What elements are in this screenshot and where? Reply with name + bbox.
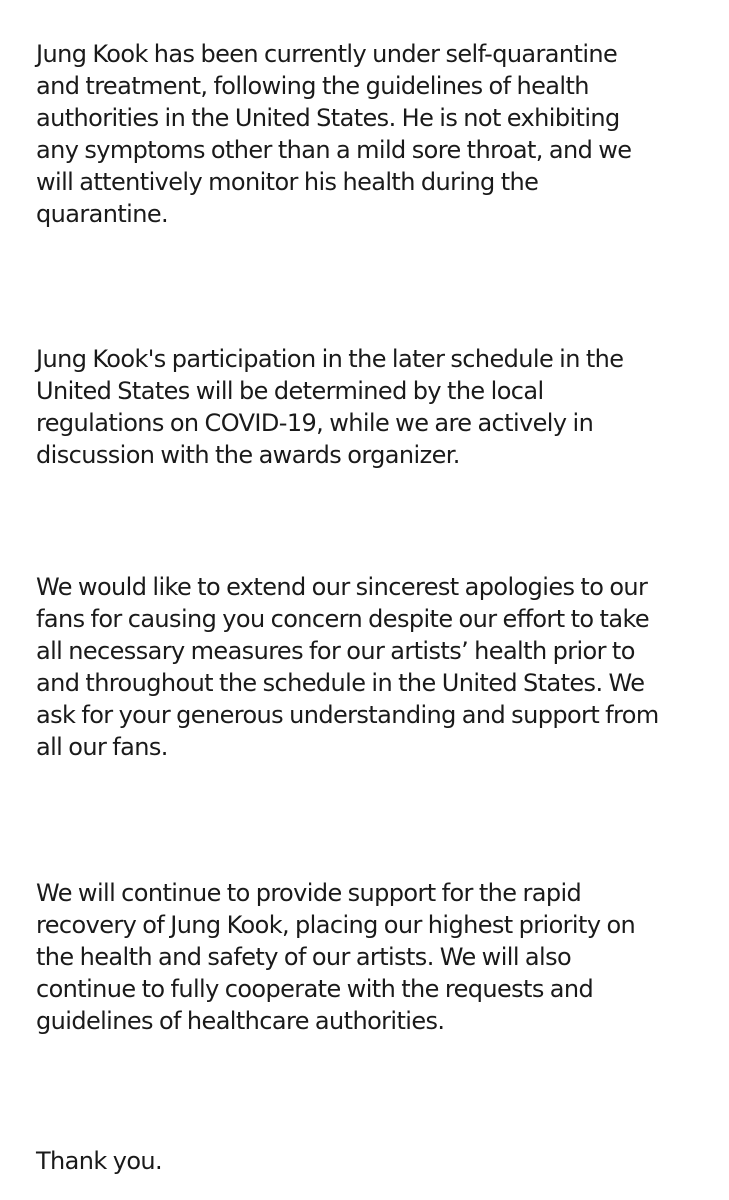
text-line: the health and safety of our artists. We will also <box>36 943 572 971</box>
paragraph-closing <box>36 1145 706 1177</box>
text-line: recovery of Jung Kook, placing our highest priority on <box>36 911 636 939</box>
paragraph-continued-support <box>36 877 706 1037</box>
text-line: will attentively monitor his health during the <box>36 168 539 196</box>
text-line: Jung Kook's participation in the later schedule in the <box>36 345 624 373</box>
text-line: United States will be determined by the local <box>36 377 544 405</box>
text-line: all our fans. <box>36 733 168 761</box>
text-line: ask for your generous understanding and support from <box>36 701 659 729</box>
text-line: any symptoms other than a mild sore throat, and we <box>36 136 632 164</box>
text-line: quarantine. <box>36 200 169 228</box>
text-line: all necessary measures for our artists’ health prior to <box>36 637 635 665</box>
closing-line: Thank you. <box>36 1147 163 1175</box>
text-line: fans for causing you concern despite our effort to take <box>36 605 650 633</box>
text-line: guidelines of healthcare authorities. <box>36 1007 445 1035</box>
text-line: Jung Kook has been currently under self-quarantine <box>36 40 618 68</box>
text-line: regulations on COVID-19, while we are actively in <box>36 409 594 437</box>
paragraph-schedule-participation <box>36 343 706 471</box>
text-line: We will continue to provide support for the rapid <box>36 879 582 907</box>
text-line: and throughout the schedule in the United States. We <box>36 669 645 697</box>
text-line: and treatment, following the guidelines of health <box>36 72 589 100</box>
paragraph-apology <box>36 571 706 763</box>
paragraph-quarantine-status <box>36 38 706 230</box>
text-line: authorities in the United States. He is not exhibiting <box>36 104 620 132</box>
text-line: discussion with the awards organizer. <box>36 441 460 469</box>
text-line: We would like to extend our sincerest apologies to our <box>36 573 648 601</box>
text-line: continue to fully cooperate with the requests and <box>36 975 594 1003</box>
